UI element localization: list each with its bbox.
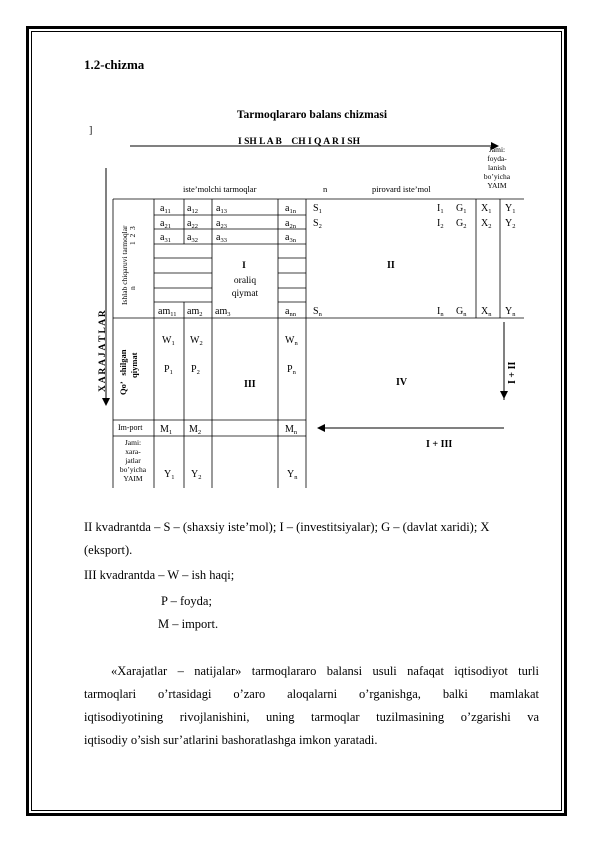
cell-s2: $S_2$ bbox=[313, 218, 322, 230]
cell-yn: $Y_n$ bbox=[505, 306, 516, 318]
label-ishlab-chiqarish: I SH L A B CH I Q A R I SH bbox=[238, 137, 360, 147]
svg-text:bo’yicha: bo’yicha bbox=[119, 465, 147, 474]
svg-text:foyda-: foyda- bbox=[487, 154, 507, 163]
svg-text:I: I bbox=[242, 261, 246, 271]
cell-ybottom1: $Y_1$ bbox=[164, 469, 175, 481]
cell-gn: $G_n$ bbox=[456, 306, 467, 318]
label-i-plus-iii: I + III bbox=[426, 439, 453, 450]
label-import: Im-port bbox=[118, 423, 143, 432]
cell-g1: $G_1$ bbox=[456, 203, 467, 215]
a-rows bbox=[158, 203, 297, 318]
jami-left-label bbox=[120, 438, 147, 483]
jami-right-label bbox=[484, 145, 511, 190]
cell-a12: $a_{12}$ bbox=[187, 203, 198, 215]
quadrant-iii-label: III bbox=[244, 379, 256, 390]
paragraph-line-1: «Xarajatlar – natijalar» tarmoqlararo balansi usuli nafaqat iqtisodiyot turli bbox=[111, 664, 539, 678]
caption-line-2: (eksport). bbox=[84, 543, 133, 557]
paragraph-line-4: iqtisodiy o’sish sur’atlarini bashoratlashga imkon yaratadi. bbox=[84, 733, 378, 747]
cell-w1: $W_1$ bbox=[162, 335, 175, 347]
svg-text:bo’yicha: bo’yicha bbox=[483, 172, 511, 181]
cell-x2: $X_2$ bbox=[481, 218, 492, 230]
cell-a1n: $a_{1n}$ bbox=[285, 203, 296, 215]
bracket-mark: ] bbox=[89, 125, 93, 136]
cell-s1: $S_1$ bbox=[313, 203, 322, 215]
cell-m2: $M_2$ bbox=[189, 424, 202, 436]
cell-a23: $a_{23}$ bbox=[216, 218, 227, 230]
cell-ybottom2: $Y_2$ bbox=[191, 469, 202, 481]
paragraph-line-3: iqtisodiyotining rivojlanishini, uning tarmoqlar tuzilmasining o’zgarishi va bbox=[84, 710, 539, 724]
cell-a22: $a_{22}$ bbox=[187, 218, 198, 230]
svg-text:xara-: xara- bbox=[125, 447, 141, 456]
cell-i2: $I_2$ bbox=[437, 218, 444, 230]
label-xarajatlar: X A R A J A T L A R bbox=[98, 310, 108, 392]
label-n-header: n bbox=[323, 184, 328, 194]
cell-a3n: $a_{3n}$ bbox=[285, 232, 296, 244]
cell-in: $I_n$ bbox=[437, 306, 444, 318]
import-values bbox=[160, 424, 298, 436]
cell-am3: $am_3$ bbox=[215, 306, 231, 318]
paragraph-line-2: tarmoqlari o’rtasidagi o’zaro aloqalarni o’rganishga, balki mamlakat bbox=[84, 687, 539, 701]
cell-w2: $W_2$ bbox=[190, 335, 203, 347]
svg-text:1 2 3: 1 2 3 bbox=[128, 226, 137, 245]
cell-y1: $Y_1$ bbox=[505, 203, 516, 215]
cell-y2: $Y_2$ bbox=[505, 218, 516, 230]
cell-ybottomn: $Y_n$ bbox=[287, 469, 298, 481]
diagram-title: Tarmoqlararo balans chizmasi bbox=[236, 109, 388, 121]
svg-text:YAIM: YAIM bbox=[123, 474, 143, 483]
svg-text:qiymat: qiymat bbox=[129, 352, 139, 378]
cell-pn: $P_n$ bbox=[287, 364, 296, 376]
quadrant-ii-label: II bbox=[387, 260, 395, 271]
cell-a2n: $a_{2n}$ bbox=[285, 218, 296, 230]
svg-text:n: n bbox=[128, 286, 137, 290]
caption-line-3: III kvadrantda – W – ish haqi; bbox=[84, 568, 235, 582]
label-i-plus-ii: I + II bbox=[507, 361, 518, 384]
svg-text:oraliq: oraliq bbox=[233, 276, 257, 286]
body-paragraph bbox=[84, 660, 539, 752]
svg-text:YAIM: YAIM bbox=[487, 181, 507, 190]
cell-i1: $I_1$ bbox=[437, 203, 444, 215]
label-pirovard: pirovard iste’mol bbox=[372, 184, 431, 194]
cell-wn: $W_n$ bbox=[285, 335, 298, 347]
figure-heading: 1.2-chizma bbox=[84, 57, 145, 72]
cell-ann: $a_{nn}$ bbox=[285, 306, 296, 318]
cell-x1: $X_1$ bbox=[481, 203, 492, 215]
caption-line-5: M – import. bbox=[158, 617, 219, 631]
label-istemolchi: iste’molchi tarmoqlar bbox=[183, 184, 257, 194]
svg-text:lanish: lanish bbox=[488, 163, 506, 172]
caption-line-1: II kvadrantda – S – (shaxsiy iste’mol); I – (investitsiyalar); G – (davlat xaridi); X bbox=[84, 520, 490, 534]
cell-p1: $P_1$ bbox=[164, 364, 173, 376]
final-demand-values bbox=[313, 203, 516, 318]
svg-text:Jami:: Jami: bbox=[124, 438, 142, 447]
cell-am2: $am_2$ bbox=[187, 306, 203, 318]
cell-mn: $M_n$ bbox=[285, 424, 298, 436]
cell-a33: $a_{33}$ bbox=[216, 232, 227, 244]
dash-mark: – bbox=[484, 422, 489, 432]
svg-text:Jami:: Jami: bbox=[488, 145, 506, 154]
quadrant-iv-label: IV bbox=[396, 377, 408, 388]
label-qoshilgan bbox=[118, 349, 139, 395]
label-tarmoqlar bbox=[120, 225, 137, 305]
svg-text:Ishlab chiqaruvi tarmoqlar: Ishlab chiqaruvi tarmoqlar bbox=[120, 225, 129, 305]
cell-xn: $X_n$ bbox=[481, 306, 492, 318]
cell-m1: $M_1$ bbox=[160, 424, 173, 436]
svg-text:qiymat: qiymat bbox=[231, 289, 259, 299]
cell-a13: $a_{13}$ bbox=[216, 203, 227, 215]
caption-line-4: P – foyda; bbox=[161, 594, 212, 608]
cell-a21: $a_{21}$ bbox=[160, 218, 171, 230]
cell-a32: $a_{32}$ bbox=[187, 232, 198, 244]
cell-p2: $P_2$ bbox=[191, 364, 200, 376]
cell-a11: $a_{11}$ bbox=[160, 203, 171, 215]
cell-am11: $am_{11}$ bbox=[158, 306, 177, 318]
cell-a31: $a_{31}$ bbox=[160, 232, 171, 244]
cell-g2: $G_2$ bbox=[456, 218, 467, 230]
cell-sn: $S_n$ bbox=[313, 306, 322, 318]
quadrant-i-label bbox=[232, 261, 259, 299]
svg-text:Qo’ shilgan: Qo’ shilgan bbox=[118, 349, 128, 395]
svg-text:jatlar: jatlar bbox=[125, 456, 141, 465]
